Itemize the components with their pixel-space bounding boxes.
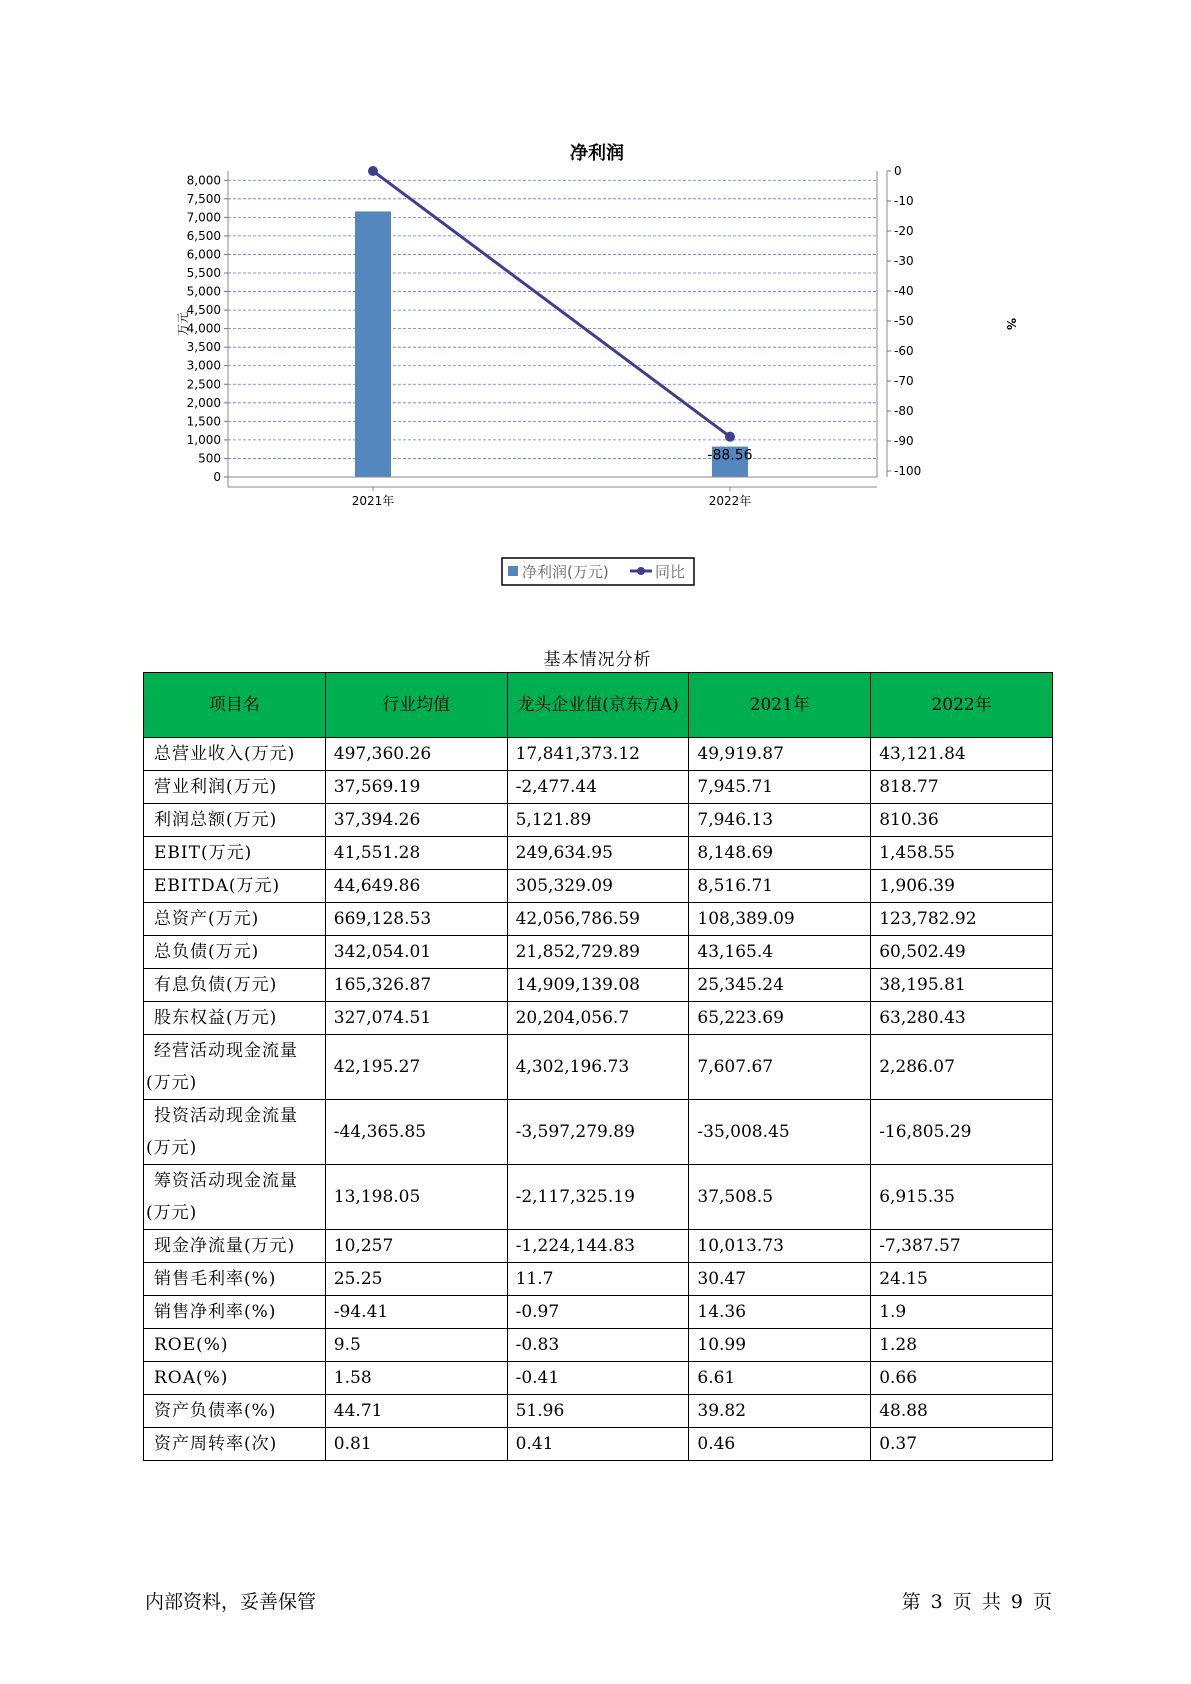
table-row bbox=[144, 804, 1053, 837]
value-cell: 10,257 bbox=[325, 1230, 507, 1263]
net-profit-chart-svg bbox=[0, 0, 1191, 600]
value-cell: -7,387.57 bbox=[871, 1230, 1053, 1263]
value-cell: 810.36 bbox=[871, 804, 1053, 837]
value-cell: 42,056,786.59 bbox=[507, 903, 689, 936]
chart-bars bbox=[355, 211, 748, 477]
value-cell: 6,915.35 bbox=[871, 1165, 1053, 1230]
row-label-cell: 资产负债率(%) bbox=[144, 1395, 326, 1428]
header-2022: 2022年 bbox=[871, 673, 1053, 738]
y-tick-label: 1,000 bbox=[186, 432, 221, 447]
y2-tick-label: -50 bbox=[894, 314, 914, 328]
table-row bbox=[144, 936, 1053, 969]
row-label-cell: 资产周转率(次) bbox=[144, 1428, 326, 1461]
value-cell: 0.81 bbox=[325, 1428, 507, 1461]
chart-title: 净利润 bbox=[570, 143, 624, 164]
row-label-cell: EBITDA(万元) bbox=[144, 870, 326, 903]
value-cell: 44,649.86 bbox=[325, 870, 507, 903]
value-cell: 327,074.51 bbox=[325, 1002, 507, 1035]
value-cell: 497,360.26 bbox=[325, 738, 507, 771]
row-label-cell: 经营活动现金流量(万元) bbox=[144, 1035, 326, 1100]
net-profit-chart bbox=[0, 0, 1191, 600]
value-cell: -2,477.44 bbox=[507, 771, 689, 804]
y-tick-label: 8,000 bbox=[186, 173, 221, 188]
table-row bbox=[144, 1296, 1053, 1329]
value-cell: 342,054.01 bbox=[325, 936, 507, 969]
table-row bbox=[144, 969, 1053, 1002]
value-cell: 1.28 bbox=[871, 1329, 1053, 1362]
value-cell: 7,607.67 bbox=[689, 1035, 871, 1100]
table-row bbox=[144, 1329, 1053, 1362]
footer-page-number: 第 3 页 共 9 页 bbox=[901, 1591, 1052, 1613]
value-cell: 37,569.19 bbox=[325, 771, 507, 804]
value-cell: 44.71 bbox=[325, 1395, 507, 1428]
y-tick-label: 3,000 bbox=[186, 358, 221, 373]
table-caption: 基本情况分析 bbox=[543, 650, 652, 670]
y-tick-label: 6,500 bbox=[186, 228, 221, 243]
value-cell: 123,782.92 bbox=[871, 903, 1053, 936]
value-cell: 25,345.24 bbox=[689, 969, 871, 1002]
value-cell: 60,502.49 bbox=[871, 936, 1053, 969]
y2-tick-label: 0 bbox=[894, 164, 902, 178]
value-cell: 0.46 bbox=[689, 1428, 871, 1461]
value-cell: 63,280.43 bbox=[871, 1002, 1053, 1035]
chart-gridlines bbox=[228, 180, 877, 458]
value-cell: 65,223.69 bbox=[689, 1002, 871, 1035]
value-cell: 9.5 bbox=[325, 1329, 507, 1362]
table-row bbox=[144, 1362, 1053, 1395]
value-cell: 17,841,373.12 bbox=[507, 738, 689, 771]
x-tick-label: 2021年 bbox=[351, 494, 395, 508]
value-cell: 0.41 bbox=[507, 1428, 689, 1461]
row-label-cell: 有息负债(万元) bbox=[144, 969, 326, 1002]
y2-tick-label: -70 bbox=[894, 374, 914, 388]
bar-net-profit bbox=[355, 211, 391, 477]
row-label-cell: 销售净利率(%) bbox=[144, 1296, 326, 1329]
header-leader-value: 龙头企业值(京东方A) bbox=[507, 673, 689, 738]
y2-tick-label: -90 bbox=[894, 434, 914, 448]
value-cell: 669,128.53 bbox=[325, 903, 507, 936]
y-tick-label: 1,500 bbox=[186, 414, 221, 429]
table-row bbox=[144, 1002, 1053, 1035]
value-cell: 10,013.73 bbox=[689, 1230, 871, 1263]
line-yoy bbox=[373, 171, 730, 437]
legend-bar-swatch bbox=[508, 566, 518, 576]
value-cell: 2,286.07 bbox=[871, 1035, 1053, 1100]
value-cell: 41,551.28 bbox=[325, 837, 507, 870]
value-cell: 10.99 bbox=[689, 1329, 871, 1362]
y-tick-label: 2,500 bbox=[186, 377, 221, 392]
value-cell: 108,389.09 bbox=[689, 903, 871, 936]
value-cell: 14,909,139.08 bbox=[507, 969, 689, 1002]
row-label-cell: 销售毛利率(%) bbox=[144, 1263, 326, 1296]
table-row bbox=[144, 738, 1053, 771]
value-cell: 11.7 bbox=[507, 1263, 689, 1296]
value-cell: 14.36 bbox=[689, 1296, 871, 1329]
table-header-row bbox=[144, 673, 1053, 738]
row-label-cell: 投资活动现金流量(万元) bbox=[144, 1100, 326, 1165]
footer-confidential-note: 内部资料，妥善保管 bbox=[145, 1591, 317, 1613]
value-cell: 0.37 bbox=[871, 1428, 1053, 1461]
table-row bbox=[144, 1263, 1053, 1296]
y2-tick-label: -60 bbox=[894, 344, 914, 358]
table-row bbox=[144, 1395, 1053, 1428]
row-label-cell: 营业利润(万元) bbox=[144, 771, 326, 804]
y2-tick-label: -40 bbox=[894, 284, 914, 298]
table-row bbox=[144, 1100, 1053, 1165]
table-row bbox=[144, 870, 1053, 903]
value-cell: -44,365.85 bbox=[325, 1100, 507, 1165]
basic-analysis-table bbox=[143, 672, 1053, 1461]
value-cell: 1,458.55 bbox=[871, 837, 1053, 870]
row-label-cell: 总资产(万元) bbox=[144, 903, 326, 936]
value-cell: 24.15 bbox=[871, 1263, 1053, 1296]
y2-tick-label: -20 bbox=[894, 224, 914, 238]
value-cell: -35,008.45 bbox=[689, 1100, 871, 1165]
value-cell: -1,224,144.83 bbox=[507, 1230, 689, 1263]
value-cell: -0.41 bbox=[507, 1362, 689, 1395]
value-cell: 6.61 bbox=[689, 1362, 871, 1395]
value-cell: 43,165.4 bbox=[689, 936, 871, 969]
y2-axis-label: % bbox=[1004, 317, 1018, 331]
chart-ticks bbox=[187, 164, 922, 484]
y-tick-label: 0 bbox=[213, 470, 221, 484]
y-tick-label: 5,500 bbox=[186, 266, 221, 280]
value-cell: -3,597,279.89 bbox=[507, 1100, 689, 1165]
header-2021: 2021年 bbox=[689, 673, 871, 738]
value-cell: 7,946.13 bbox=[689, 804, 871, 837]
value-cell: 42,195.27 bbox=[325, 1035, 507, 1100]
value-cell: 37,508.5 bbox=[689, 1165, 871, 1230]
row-label-cell: 总营业收入(万元) bbox=[144, 738, 326, 771]
value-cell: 818.77 bbox=[871, 771, 1053, 804]
value-cell: 305,329.09 bbox=[507, 870, 689, 903]
table-row bbox=[144, 771, 1053, 804]
value-cell: 48.88 bbox=[871, 1395, 1053, 1428]
value-cell: 25.25 bbox=[325, 1263, 507, 1296]
value-cell: 1,906.39 bbox=[871, 870, 1053, 903]
legend-entry-yoy: 同比 bbox=[655, 563, 686, 581]
row-label-cell: 筹资活动现金流量(万元) bbox=[144, 1165, 326, 1230]
value-cell: -0.97 bbox=[507, 1296, 689, 1329]
value-cell: -2,117,325.19 bbox=[507, 1165, 689, 1230]
y-tick-label: 5,000 bbox=[186, 284, 221, 299]
value-cell: 4,302,196.73 bbox=[507, 1035, 689, 1100]
line-data-label: -88.56 bbox=[707, 447, 753, 464]
value-cell: 38,195.81 bbox=[871, 969, 1053, 1002]
y-tick-label: 2,000 bbox=[186, 395, 221, 410]
y-tick-label: 3,500 bbox=[186, 340, 221, 355]
table-row bbox=[144, 903, 1053, 936]
value-cell: 5,121.89 bbox=[507, 804, 689, 837]
value-cell: 8,516.71 bbox=[689, 870, 871, 903]
value-cell: 37,394.26 bbox=[325, 804, 507, 837]
y2-tick-label: -80 bbox=[894, 404, 914, 418]
chart-line-series bbox=[368, 166, 753, 464]
line-yoy-point bbox=[368, 166, 378, 176]
value-cell: 7,945.71 bbox=[689, 771, 871, 804]
row-label-cell: 总负债(万元) bbox=[144, 936, 326, 969]
value-cell: 8,148.69 bbox=[689, 837, 871, 870]
line-yoy-point bbox=[725, 432, 735, 442]
y-tick-label: 7,500 bbox=[186, 191, 221, 206]
value-cell: 20,204,056.7 bbox=[507, 1002, 689, 1035]
x-tick-label: 2022年 bbox=[708, 494, 752, 508]
value-cell: 1.9 bbox=[871, 1296, 1053, 1329]
value-cell: 21,852,729.89 bbox=[507, 936, 689, 969]
value-cell: 49,919.87 bbox=[689, 738, 871, 771]
table-row bbox=[144, 1165, 1053, 1230]
value-cell: 51.96 bbox=[507, 1395, 689, 1428]
y2-tick-label: -10 bbox=[894, 194, 914, 208]
legend-line-marker bbox=[637, 567, 645, 575]
header-item-name: 项目名 bbox=[144, 673, 326, 738]
table-row bbox=[144, 1428, 1053, 1461]
row-label-cell: 股东权益(万元) bbox=[144, 1002, 326, 1035]
y-axis-label: 万元 bbox=[176, 311, 190, 337]
value-cell: -0.83 bbox=[507, 1329, 689, 1362]
legend-entry-net-profit: 净利润(万元) bbox=[522, 563, 609, 581]
y-tick-label: 4,500 bbox=[186, 303, 221, 318]
y-tick-label: 4,000 bbox=[186, 321, 221, 336]
row-label-cell: ROA(%) bbox=[144, 1362, 326, 1395]
table-row bbox=[144, 837, 1053, 870]
table-row bbox=[144, 1035, 1053, 1100]
value-cell: 249,634.95 bbox=[507, 837, 689, 870]
value-cell: 0.66 bbox=[871, 1362, 1053, 1395]
y-tick-label: 500 bbox=[198, 451, 221, 466]
y2-tick-label: -100 bbox=[894, 464, 922, 478]
header-industry-average: 行业均值 bbox=[325, 673, 507, 738]
y-tick-label: 6,000 bbox=[186, 247, 221, 262]
value-cell: 165,326.87 bbox=[325, 969, 507, 1002]
row-label-cell: 现金净流量(万元) bbox=[144, 1230, 326, 1263]
y-tick-label: 7,000 bbox=[186, 210, 221, 225]
row-label-cell: 利润总额(万元) bbox=[144, 804, 326, 837]
value-cell: -94.41 bbox=[325, 1296, 507, 1329]
value-cell: 39.82 bbox=[689, 1395, 871, 1428]
y2-tick-label: -30 bbox=[894, 254, 914, 268]
value-cell: 1.58 bbox=[325, 1362, 507, 1395]
row-label-cell: ROE(%) bbox=[144, 1329, 326, 1362]
chart-legend bbox=[502, 558, 694, 585]
chart-axes bbox=[228, 171, 887, 508]
table-row bbox=[144, 1230, 1053, 1263]
value-cell: -16,805.29 bbox=[871, 1100, 1053, 1165]
value-cell: 13,198.05 bbox=[325, 1165, 507, 1230]
row-label-cell: EBIT(万元) bbox=[144, 837, 326, 870]
value-cell: 43,121.84 bbox=[871, 738, 1053, 771]
value-cell: 30.47 bbox=[689, 1263, 871, 1296]
